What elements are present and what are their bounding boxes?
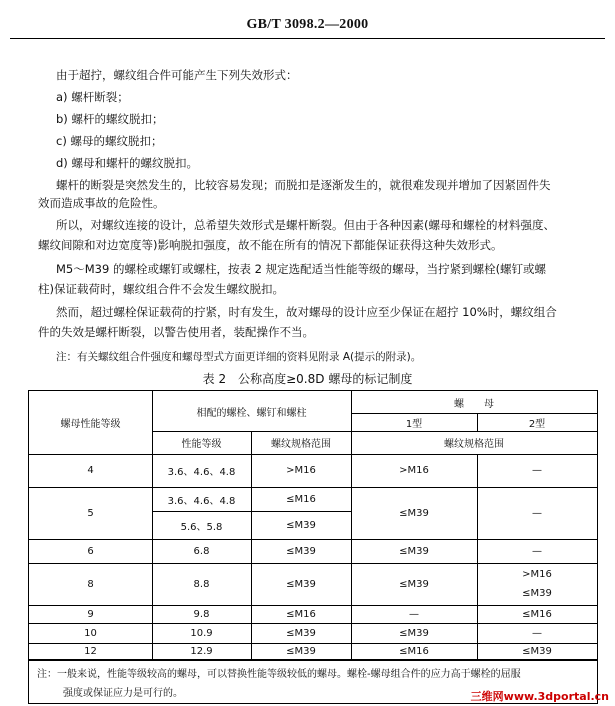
body-line: 螺杆的断裂是突然发生的，比较容易发现；而脱扣是逐渐发生的，就很难发现并增加了因紧固件失 [56, 178, 551, 192]
body-line: b) 螺杆的螺纹脱扣； [56, 112, 164, 126]
cell-grade: 10 [84, 627, 97, 639]
header-thread-range-nut: 螺纹规格范围 [444, 439, 504, 450]
body-line: 所以，对螺纹连接的设计，总希望失效形式是螺杆断裂。但由于各种因素(螺母和螺栓的材料强度、 [56, 218, 555, 232]
header-thread-range: 螺纹规格范围 [271, 439, 331, 450]
cell-mating-range: ≤M39 [286, 627, 316, 639]
cell-mating-range: ≤M39 [286, 545, 316, 557]
header-mating: 相配的螺栓、螺钉和螺柱 [196, 407, 307, 419]
cell-mating-range: ≤M39 [286, 578, 316, 590]
body-line: 螺纹间隙和对边宽度等)影响脱扣强度，故不能在所有的情况下都能保证获得这种失效形式。 [38, 238, 503, 252]
cell-type1: — [409, 608, 419, 620]
cell-type2: — [532, 627, 542, 639]
marking-table [28, 390, 598, 704]
watermark: 三维网www.3dportal.cn [470, 690, 609, 703]
cell-mating-range: >M16 [286, 465, 316, 476]
cell-type2: >M16 [522, 568, 552, 580]
body-line: 柱)保证载荷时，螺纹组合件不会发生螺纹脱扣。 [38, 282, 284, 296]
table-footnote: 强度或保证应力是可行的。 [63, 688, 183, 699]
cell-mating-grade: 3.6、4.6、4.8 [167, 495, 236, 507]
cell-grade: 9 [87, 608, 94, 620]
cell-grade: 6 [87, 545, 94, 557]
cell-type2: ≤M39 [522, 587, 552, 599]
body-line: 效而造成事故的危险性。 [38, 196, 165, 210]
header-nut-grade: 螺母性能等级 [60, 419, 121, 430]
cell-mating-grade: 3.6、4.6、4.8 [167, 467, 236, 478]
cell-mating-range: ≤M39 [286, 519, 316, 531]
cell-type1: ≤M39 [399, 627, 429, 639]
table-footnote: 注：一般来说，性能等级较高的螺母，可以替换性能等级较低的螺母。螺栓-螺母组合件的应力高于螺栓的屈服 [37, 669, 521, 680]
cell-mating-grade: 8.8 [193, 578, 210, 590]
cell-type2: ≤M16 [522, 608, 552, 620]
cell-grade: 8 [87, 578, 94, 590]
cell-type1: ≤M39 [399, 507, 429, 519]
header-type2: 2型 [528, 418, 546, 430]
table-caption: 表 2 公称高度≥0.8D 螺母的标记制度 [202, 372, 413, 386]
cell-type1: ≤M16 [399, 645, 429, 657]
body-line: 然而，超过螺栓保证载荷的拧紧，时有发生，故对螺母的设计应至少保证在超拧 10%时，螺纹组合 [56, 305, 557, 319]
body-note: 注：有关螺纹组合件强度和螺母型式方面更详细的资料见附录 A(提示的附录)。 [56, 351, 422, 363]
cell-grade: 5 [87, 507, 94, 519]
body-line: 由于超拧，螺纹组合件可能产生下列失效形式： [56, 68, 298, 82]
standard-header: GB/T 3098.2—2000 [246, 17, 369, 32]
cell-type1: ≤M39 [399, 545, 429, 557]
cell-type1: ≤M39 [399, 578, 429, 590]
cell-grade: 12 [84, 645, 97, 657]
cell-mating-grade: 12.9 [190, 645, 213, 657]
cell-grade: 4 [87, 465, 94, 476]
cell-type2: ≤M39 [522, 645, 552, 657]
cell-type2: — [532, 507, 542, 519]
body-line: 件的失效是螺杆断裂，以警告使用者，装配操作不当。 [38, 325, 314, 339]
body-line: a) 螺杆断裂； [56, 90, 129, 104]
cell-mating-range: ≤M16 [286, 608, 316, 620]
cell-mating-grade: 6.8 [193, 545, 210, 557]
body-line: c) 螺母的螺纹脱扣； [56, 134, 163, 148]
cell-mating-grade: 9.8 [193, 608, 210, 620]
cell-mating-grade: 5.6、5.8 [180, 521, 223, 533]
cell-mating-range: ≤M16 [286, 493, 316, 505]
body-line: M5～M39 的螺栓或螺钉或螺柱，按表 2 规定选配适当性能等级的螺母，当拧紧到螺栓(螺钉或螺 [56, 262, 547, 276]
cell-type2: — [532, 545, 542, 557]
body-line: d) 螺母和螺杆的螺纹脱扣。 [56, 156, 198, 170]
header-type1: 1型 [405, 418, 423, 430]
cell-mating-range: ≤M39 [286, 645, 316, 657]
cell-type2: — [532, 465, 542, 476]
header-grade: 性能等级 [181, 439, 222, 450]
cell-type1: >M16 [399, 465, 429, 476]
header-nut: 螺 母 [454, 398, 494, 410]
cell-mating-grade: 10.9 [190, 627, 213, 639]
header-rule [10, 38, 605, 39]
